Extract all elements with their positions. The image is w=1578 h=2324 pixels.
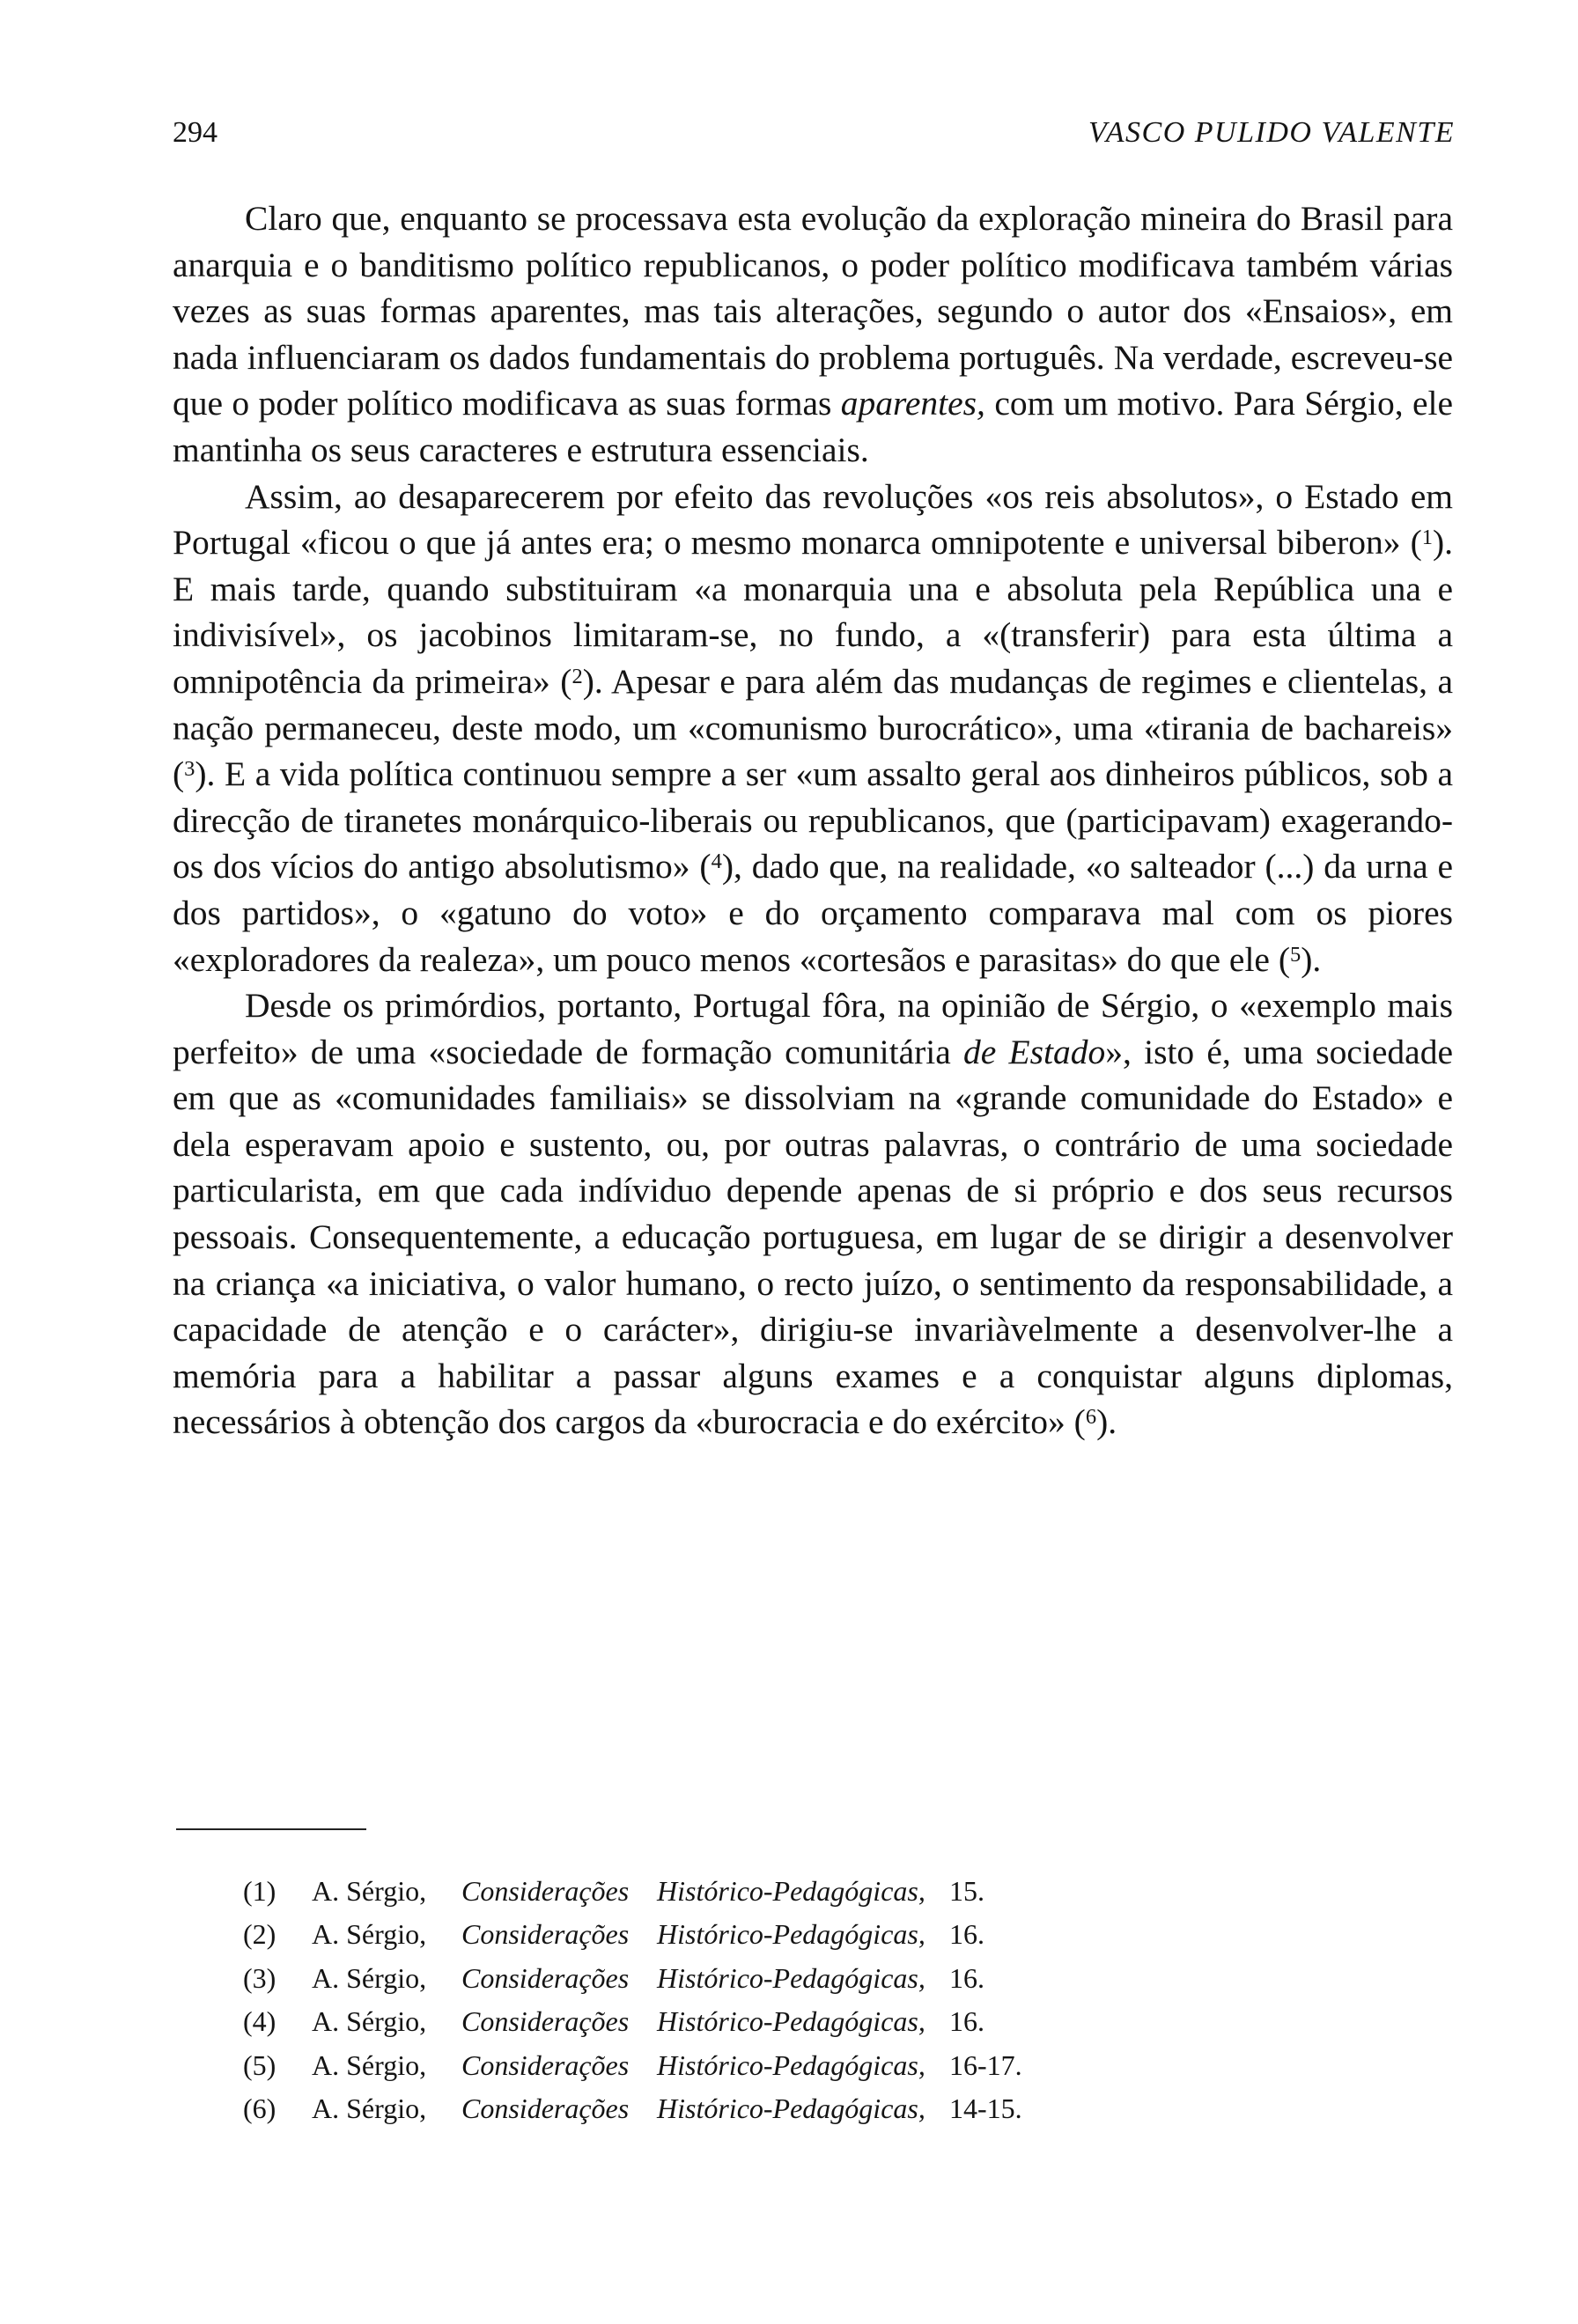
paragraph-2-part-b: ). E mais tarde, quando substituiram «a monarquia una e absoluta pela República una e indivisível», os jacobinos limitaram-se, no fundo, a «(transferir) para esta última a omnipotência da primeira» (: [173, 523, 1453, 701]
footnote-pages: 16.: [949, 2005, 984, 2038]
body-text: [173, 195, 1453, 1445]
footnote-ref-4: 4: [711, 849, 722, 874]
footnote-number: (1): [243, 1875, 277, 1907]
footnote-4: [243, 2000, 1022, 2043]
footnote-title-b: Histórico-Pedagógicas,: [657, 2048, 925, 2081]
footnote-title-a: Considerações: [461, 1918, 630, 1951]
footnote-title-b: Histórico-Pedagógicas,: [657, 1961, 925, 1994]
footnote-ref-6: 6: [1085, 1405, 1097, 1430]
footnote-author: A. Sérgio,: [312, 2092, 427, 2125]
footnote-number: (2): [243, 1918, 277, 1951]
footnote-title-b: Histórico-Pedagógicas,: [657, 1875, 925, 1907]
footnote-ref-5: 5: [1290, 942, 1301, 967]
footnote-pages: 14-15.: [949, 2092, 1022, 2125]
paragraph-3: [173, 982, 1453, 1445]
footnote-number: (5): [243, 2048, 277, 2081]
paragraph-2-part-e: ), dado que, na realidade, «o salteador (...) da urna e dos partidos», o «gatuno do voto» e do orçamento comparava mal com os piores «exploradores da realeza», um pouco menos «cortesãos e parasitas» do que ele (: [173, 847, 1454, 979]
footnote-title-a: Considerações: [461, 2092, 630, 2125]
paragraph-3-part-c: ).: [1096, 1402, 1117, 1442]
page-number: 294: [173, 116, 218, 149]
paragraph-1: [173, 195, 1453, 474]
paragraph-3-part-a: Desde os primórdios, portanto, Portugal fôra, na opinião de Sérgio, o «exemplo mais perfeito» de uma «sociedade de formação comunitária: [173, 986, 1453, 1071]
paragraph-3-part-b: », isto é, uma sociedade em que as «comunidades familiais» se dissolviam na «grande comunidade do Estado» e dela esperavam apoio e sustento, ou, por outras palavras, o contrário de uma sociedade particularista, em que cada indíviduo depende apenas de si próprio e dos seus recursos pessoais. Consequentemente, a educação portuguesa, em lugar de se dirigir a desenvolver na criança «a iniciativa, o valor humano, o recto juízo, o sentimento da responsabilidade, a capacidade de atenção e o carácter», dirigiu-se invariàvelmente a desenvolver-lhe a memória para a habilitar a passar alguns exames e a conquistar alguns diplomas, necessários à obtenção dos cargos da «burocracia e do exército» (: [173, 1032, 1453, 1442]
footnote-6: [243, 2087, 1022, 2130]
footnote-rule: [176, 1828, 366, 1830]
footnote-pages: 16.: [949, 1918, 984, 1951]
footnote-2: [243, 1913, 1022, 1956]
paragraph-1-text: Claro que, enquanto se processava esta evolução da exploração mineira do Brasil para anarquia e o banditismo político republicanos, o poder político modificava também várias vezes as suas formas aparentes, mas tais alterações, segundo o autor dos «Ensaios», em nada influenciaram os dados fundamentais do problema português. Na verdade, escreveu-se que o poder político modificava as suas formas: [173, 199, 1453, 423]
footnote-number: (6): [243, 2092, 277, 2125]
footnote-author: A. Sérgio,: [312, 1961, 427, 1994]
footnote-pages: 16.: [949, 1961, 984, 1994]
running-head: VASCO PULIDO VALENTE: [1088, 116, 1455, 149]
footnote-ref-3: 3: [184, 757, 195, 782]
paragraph-2-part-c: ). Apesar e para além das mudanças de regimes e clientelas, a nação permaneceu, deste modo, um «comunismo burocrático», uma «tirania de bachareis» (: [173, 661, 1453, 794]
paragraph-2-part-d: ). E a vida política continuou sempre a ser «um assalto geral aos dinheiros públicos, sob a direcção de tiranetes monárquico-liberais ou republicanos, que (participavam) exagerando-os dos vícios do antigo absolutismo» (: [173, 754, 1453, 886]
footnote-ref-1: 1: [1421, 526, 1433, 550]
footnote-title-a: Considerações: [461, 1875, 630, 1907]
footnote-ref-2: 2: [571, 664, 583, 688]
footnote-3: [243, 1957, 1022, 2000]
footnote-title-a: Considerações: [461, 2005, 630, 2038]
paragraph-1-end: com um motivo. Para Sérgio, ele mantinha os seus caracteres e estrutura essenciais.: [173, 384, 1454, 469]
footnote-title-b: Histórico-Pedagógicas,: [657, 1918, 925, 1951]
footnote-author: A. Sérgio,: [312, 1918, 427, 1951]
footnote-number: (3): [243, 1961, 277, 1994]
emphasis-aparentes: aparentes,: [840, 384, 985, 423]
footnote-number: (4): [243, 2005, 277, 2038]
footnote-5: [243, 2044, 1022, 2087]
footnote-title-b: Histórico-Pedagógicas,: [657, 2005, 925, 2038]
footnote-pages: 16-17.: [949, 2048, 1022, 2081]
footnote-title-b: Histórico-Pedagógicas,: [657, 2092, 925, 2125]
footnote-author: A. Sérgio,: [312, 1875, 427, 1907]
paragraph-2-part-f: ).: [1301, 939, 1322, 979]
footnote-pages: 15.: [949, 1875, 984, 1907]
footnote-title-a: Considerações: [461, 1961, 630, 1994]
paragraph-2-part-a: Assim, ao desaparecerem por efeito das revoluções «os reis absolutos», o Estado em Portugal «ficou o que já antes era; o mesmo monarca omnipotente e universal biberon» (: [173, 476, 1453, 563]
footnotes: [243, 1870, 1022, 2130]
footnote-title-a: Considerações: [461, 2048, 630, 2081]
footnote-author: A. Sérgio,: [312, 2048, 427, 2081]
emphasis-de-estado: de Estado: [963, 1032, 1106, 1071]
footnote-author: A. Sérgio,: [312, 2005, 427, 2038]
footnote-1: [243, 1870, 1022, 1913]
paragraph-2: [173, 474, 1453, 983]
